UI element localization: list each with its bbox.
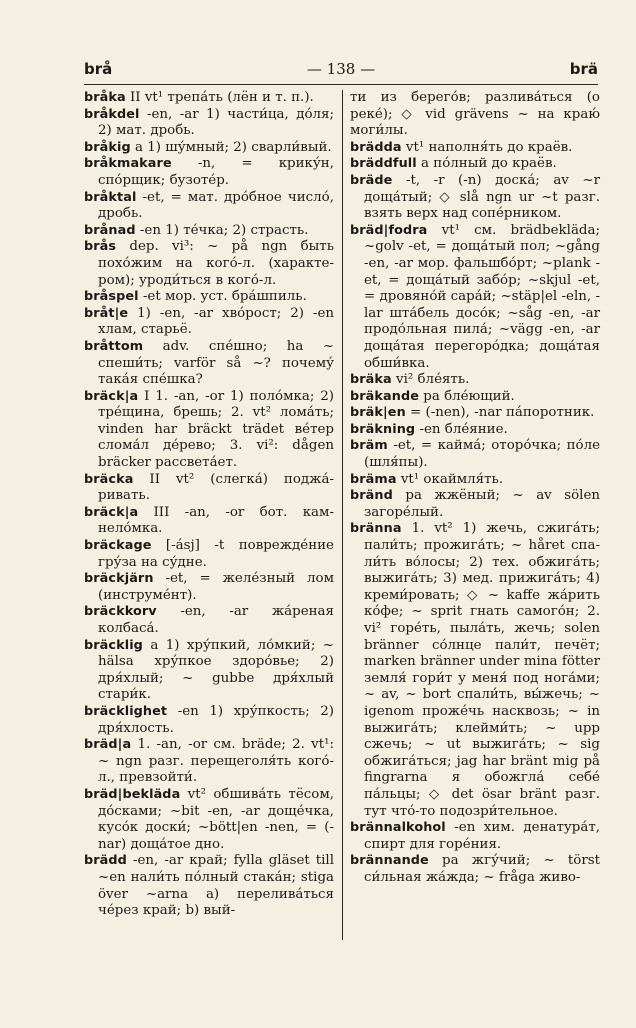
column-divider — [342, 90, 343, 940]
entry-headword: bräd|beklädа — [84, 786, 181, 802]
entry-headword: bräd|fodra — [350, 222, 428, 238]
dictionary-entry — [84, 339, 334, 389]
dictionary-entry — [84, 638, 334, 704]
entry-definition: II vt¹ трепа́ть (лён и т. п.). — [125, 90, 314, 105]
dictionary-entry — [350, 820, 600, 853]
dictionary-entry — [350, 521, 600, 820]
entry-headword: bråttom — [84, 338, 144, 354]
dictionary-entry — [84, 389, 334, 472]
dictionary-entry — [350, 90, 600, 140]
entry-definition: -t, -r (-n) доска́; av ~r доща́тый; ◇ slå ngn ur ~t разг. взять верх над сопе́рником. — [364, 172, 600, 222]
entry-headword: brädd — [84, 853, 127, 869]
dictionary-entry — [84, 140, 334, 157]
right-column — [350, 90, 600, 970]
entry-headword: bråktal — [84, 189, 137, 205]
entry-headword: bråka — [84, 90, 126, 105]
entry-definition: -en бле́яние. — [415, 421, 508, 437]
entry-definition: -et, = желе́зный лом (инструме́нт). — [98, 571, 334, 603]
entry-headword: bråkdel — [84, 106, 140, 122]
entry-definition: pa жжёный; ~ av sölen загоре́лый. — [364, 488, 600, 520]
dictionary-entry — [84, 239, 334, 289]
entry-definition: III -an, -or бот. камнело́мка. — [98, 504, 334, 537]
header-right-guide-word: brä — [569, 60, 598, 78]
entry-headword: bräm — [350, 438, 388, 454]
entry-headword: bråkig — [84, 139, 131, 155]
page-header — [84, 56, 598, 82]
entry-headword: bräcka — [84, 471, 134, 487]
entry-definition: vt² обшива́ть тёсом, до́сками; ~bit -en, -ar доще́чка, кусо́к доски́; ~bött|en -nen, = (-nar) доща́тое дно. — [98, 786, 334, 852]
entry-headword: bräckage — [84, 538, 152, 554]
entry-headword: bräcklighet — [84, 703, 168, 719]
entry-definition: ти из берего́в; разлива́ться (о реке́); ◇ vid grävens ~ на краю́ моги́лы. — [350, 90, 600, 139]
entry-headword: bräcklig — [84, 637, 143, 653]
dictionary-entry — [350, 853, 600, 886]
dictionary-entry — [350, 223, 600, 372]
entry-definition: -en хим. денатура́т, спирт для горе́ния. — [364, 820, 600, 852]
entry-definition: -en, -ar 1) части́ца, до́ля; 2) мат. дробь. — [98, 106, 334, 139]
dictionary-entry — [350, 140, 600, 157]
header-left-guide-word: brå — [84, 60, 113, 78]
entry-definition: pa жгу́чий; ~ törst си́льная жа́жда; ~ fråga живо- — [364, 853, 600, 885]
dictionary-entry — [350, 173, 600, 223]
entry-definition: -en, -ar край; fylla gläset till ~en нали́ть по́лный стака́н; stiga över ~arna а) перелива́ться че́рез край; b) вый- — [98, 853, 334, 919]
dictionary-entry — [84, 571, 334, 604]
dictionary-entry — [84, 505, 334, 538]
dictionary-entry — [84, 604, 334, 637]
entry-definition: vt¹ окаймля́ть. — [396, 471, 504, 487]
dictionary-entry — [350, 438, 600, 471]
entry-headword: bränd — [350, 488, 393, 504]
dictionary-entry — [350, 156, 600, 173]
page-number: — 138 — — [306, 60, 376, 78]
entry-headword: bräck|a — [84, 388, 139, 404]
entry-definition: -n, = крику́н, спо́рщик; бузоте́р. — [98, 156, 334, 188]
dictionary-entry — [84, 787, 334, 853]
entry-definition: 1) -en, -ar хво́рост; 2) -en хлам, старьё. — [98, 305, 334, 338]
entry-headword: bräd|a — [84, 737, 132, 753]
entry-definition: adv. спе́шно; ha ~ спеши́ть; varför så ~? почему́ така́я спе́шка? — [98, 338, 334, 388]
dictionary-entry — [84, 538, 334, 571]
entry-headword: bräkning — [350, 421, 416, 437]
dictionary-entry — [84, 223, 334, 240]
entry-headword: bråspel — [84, 289, 139, 305]
dictionary-entry — [350, 389, 600, 406]
left-column — [84, 90, 334, 970]
entry-headword: bräde — [350, 172, 393, 188]
entry-headword: bräckkorv — [84, 604, 157, 620]
entry-headword: bräckjärn — [84, 571, 154, 587]
dictionary-entry — [350, 372, 600, 389]
entry-headword: bränna — [350, 521, 402, 537]
dictionary-entry — [84, 704, 334, 737]
dictionary-entry — [350, 472, 600, 489]
dictionary-entry — [350, 405, 600, 422]
entry-headword: bråkmakare — [84, 156, 172, 172]
entry-definition: [-ásj] -t поврежде́ние гру́за на су́дне. — [98, 538, 334, 570]
entry-definition: 1. vt² 1) жечь, сжига́ть; пали́ть; прожига́ть; ~ håret спали́ть во́лосы; 2) тех. обжига́ть; выжига́ть; 3) мед. прижига́ть; 4) креми́ровать; ◇ ~ kaffe жа́рить ко́фе; ~ sprit гнать самого́н; 2. vi² горе́ть, пыла́ть, жечь; solen bränner со́лнце пали́т, печёт; marken bränner under mina fötter земля́ гори́т у меня́ под нога́ми; ~ av, ~ bort спали́ть, вы́жечь; ~ igenom проже́чь насквозь; ~ in выжига́ть; клейми́ть; ~ upp сжечь; ~ ut выжига́ть; ~ sig обжига́ться; jag har bränt mig på fingrarna я обожгла́ себе́ па́льцы; ◇ det ösar bränt разг. тут что́-то подозри́тельное. — [364, 521, 600, 819]
entry-headword: brädda — [350, 139, 402, 155]
entry-headword: brännande — [350, 853, 429, 869]
entry-headword: bräddfull — [350, 156, 417, 172]
entry-definition: -en 1) хру́пкость; 2) дря́хлость. — [98, 703, 334, 736]
entry-headword: bräma — [350, 471, 397, 487]
entry-definition: vt¹ см. brädbekläda; ~golv -et, = доща́тый пол; ~gång -en, -ar мор. фальшбо́рт; ~plank -et, = доща́тый забо́р; ~skjul -et, = дровяно́й сара́й; ~stäp|el -eln, -lar шта́бель досо́к; ~såg -en, -ar продо́льная пила́; ~vägg -en, -ar доща́тая перегоро́дка; доща́тая обши́вка. — [364, 222, 600, 371]
dictionary-entry — [84, 90, 334, 107]
entry-definition: II vt² (слегка́) поджа́ривать. — [98, 471, 334, 504]
entry-headword: brännalkohol — [350, 820, 446, 836]
entry-definition: -et, = кайма́; оторо́чка; по́ле (шля́пы). — [364, 438, 600, 471]
dictionary-entry — [84, 472, 334, 505]
entry-definition: dep. vi³: ~ på ngn быть похо́жим на кого́-л. (характером); уроди́ться в кого́-л. — [98, 239, 334, 288]
dictionary-entry — [84, 306, 334, 339]
entry-definition: -et мор. уст. бра́шпиль. — [138, 289, 307, 305]
entry-headword: brånad — [84, 222, 136, 238]
dictionary-entry — [84, 107, 334, 140]
entry-headword: bräka — [350, 372, 392, 388]
entry-definition: a 1) хру́пкий, ло́мкий; ~ hälsa хру́пкое здоро́вье; 2) дря́хлый; ~ gubbe дря́хлый стари́к. — [98, 637, 334, 703]
dictionary-entry — [350, 422, 600, 439]
entry-definition: -en 1) те́чка; 2) страсть. — [135, 222, 309, 238]
dictionary-entry — [350, 488, 600, 521]
entry-definition: I 1. -an, -or 1) поло́мка; 2) тре́щина, брешь; 2. vt² лома́ть; vinden har bräckt trädet ве́тер слома́л де́рево; 3. vi²: dågen bräcker рассвета́ет. — [98, 388, 334, 471]
entry-definition: -en, -ar жа́реная колбаса́. — [98, 604, 334, 636]
entry-definition: vi² бле́ять. — [391, 372, 470, 388]
entry-definition: pa бле́ющий. — [419, 388, 515, 404]
entry-headword: brås — [84, 239, 117, 255]
entry-definition: a 1) шу́мный; 2) сварли́вый. — [130, 139, 332, 155]
entry-definition: -et, = мат. дро́бное число́, дробь. — [98, 189, 334, 222]
entry-definition: = (-nen), -nar па́поротник. — [405, 405, 595, 421]
dictionary-entry — [84, 156, 334, 189]
entry-definition: 1. -an, -or см. bräde; 2. vt¹: ~ ngn разг. перещеголя́ть кого́-л., превзойти́. — [98, 737, 334, 786]
entry-headword: bräck|a — [84, 504, 139, 520]
header-rule — [84, 84, 598, 85]
dictionary-entry — [84, 737, 334, 787]
dictionary-entry — [84, 190, 334, 223]
entry-definition: a по́лный до краёв. — [416, 156, 557, 172]
entry-headword: bräkande — [350, 388, 420, 404]
entry-definition: vt¹ наполня́ть до краёв. — [401, 139, 573, 155]
entry-headword: bräk|en — [350, 405, 406, 421]
dictionary-entry — [84, 289, 334, 306]
dictionary-entry — [84, 853, 334, 919]
entry-headword: bråt|e — [84, 305, 129, 321]
